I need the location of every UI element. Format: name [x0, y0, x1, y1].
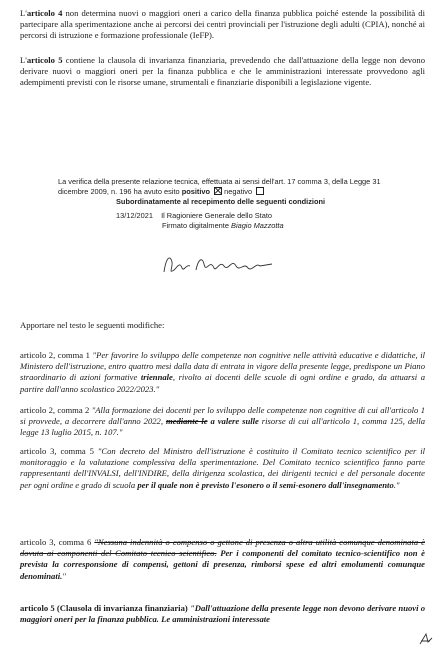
- m2-quote-end: risorse di cui all'articolo 1, comma 125, della legge 13 luglio 2015, n. 107.": [20, 416, 426, 438]
- m2-quote: "Alla formazione dei docenti per lo sviluppo delle competenze non cognitive di cui all'articolo 1 si provvede, a decorrere dall'anno 2022,: [20, 405, 425, 427]
- modification-art2-c2: [20, 405, 425, 439]
- m2-ref: articolo 2, comma 2: [20, 405, 92, 415]
- positivo-label: positivo: [181, 187, 211, 196]
- stamp-signed-label: Firmato digitalmente: [162, 221, 229, 230]
- intro-p1-text: non determina nuovi o maggiori oneri a carico della finanza pubblica poiché estende la possibilità di partecipare alla sperimentazione anche ai percorsi dei centri provinciali per l'istruzione degli adulti (CPIA), nonché ai percorsi di istruzione e formazione professionale (IeFP).: [20, 8, 425, 41]
- m3-quote-end: .": [393, 479, 400, 490]
- m2-bold: a valere sulle: [207, 416, 259, 427]
- modification-art2-c1: [20, 350, 425, 395]
- intro-paragraph-articolo-4: [20, 8, 425, 42]
- positivo-checkbox: [214, 187, 222, 195]
- stamp-signature-block: [116, 211, 438, 231]
- modifications-heading: Apportare nel testo le seguenti modifiche:: [20, 320, 165, 330]
- intro-p2-pre: L': [20, 55, 27, 65]
- m3-quote: "Con decreto del Ministro dell'istruzione è costituito il Comitato tecnico scientifico per il monitoraggio e la valutazione complessiva della sperimentazione. Del Comitato tecnico scientifico fanno parte rappresentanti dell'INVALSI, dell'INDIRE, della dirigenza scolastica, dei dirigenti tecnici e del personale docente per ogni ordine e grado di scuola: [20, 446, 425, 490]
- stamp-signed: [162, 221, 438, 231]
- intro-p2-text: contiene la clausola di invarianza finanziaria, prevedendo che dall'attuazione della legge non devono derivare nuovi o maggiori oneri per la finanza pubblica e che le amministrazioni interessate provvedono agli adempimenti previsti con le risorse umane, strumentali e finanziarie disponibili a legislazione vigente.: [20, 55, 425, 88]
- m2-strike: mediante le: [165, 416, 208, 427]
- m5-ref: articolo 5 (Clausola di invarianza finanziaria): [20, 603, 188, 613]
- verification-stamp: [58, 177, 438, 231]
- m3-ref: articolo 3, comma 5: [20, 446, 98, 456]
- stamp-role: Il Ragioniere Generale dello Stato: [161, 211, 272, 220]
- stamp-signer: Biagio Mazzotta: [231, 221, 284, 230]
- m4-quote-end: ": [62, 570, 66, 581]
- intro-p1-pre: L': [20, 8, 27, 18]
- stamp-condition: Subordinatamente al recepimento delle seguenti condizioni: [116, 197, 326, 206]
- negativo-checkbox: [256, 187, 264, 195]
- m1-quote-end: , rivolto ai docenti delle scuole di ogni ordine e grado, da attuarsi a partire dall'anno scolastico 2022/2023.": [20, 372, 425, 394]
- intro-p1-bold: articolo 4: [26, 8, 63, 18]
- handwritten-signature: [160, 250, 280, 280]
- m1-bold: triennale: [140, 372, 173, 383]
- m1-quote: "Per favorire lo sviluppo delle competenze non cognitive nelle attività educative e didattiche, il Ministero dell'istruzione, entro quattro mesi dalla data di entrata in vigore della presente legge, predispone un Piano straordinario di azioni formative: [20, 350, 425, 383]
- m1-ref: articolo 2, comma 1: [20, 350, 93, 360]
- stamp-outcome-label: dicembre 2009, n. 196 ha avuto esito: [58, 187, 180, 196]
- margin-initial-mark: [418, 632, 434, 646]
- stamp-line-1: La verifica della presente relazione tecnica, effettuata ai sensi dell'art. 17 comma 3, della Legge 31: [58, 177, 381, 186]
- intro-paragraph-articolo-5: [20, 55, 425, 89]
- negativo-label: negativo: [224, 187, 253, 196]
- modification-art3-c5: [20, 446, 425, 491]
- m4-ref: articolo 3, comma 6: [20, 537, 95, 547]
- stamp-date: 13/12/2021: [116, 211, 153, 220]
- m3-bold: per il quale non è previsto l'esonero o il semi-esonero dall'insegnamento: [137, 479, 394, 490]
- intro-p2-bold: articolo 5: [26, 55, 63, 65]
- stamp-line-2: [58, 187, 438, 197]
- modification-art5: [20, 603, 425, 625]
- m5-bold: "Dall'attuazione della presente legge non devono derivare nuovi o maggiori oneri per la finanza pubblica. Le amministrazioni interessate: [20, 603, 425, 625]
- modification-art3-c6: [20, 537, 425, 582]
- m4-strike: "Nessuna indennità o compenso o gettone di presenza o altra utilità comunque denominata è dovuta ai componenti del Comitato tecnico scientifico.: [20, 537, 425, 559]
- m4-bold: Per i componenti del comitato tecnico-scientifico non è prevista la corresponsione di compensi, gettoni di presenza, rimborsi spese ed altri emolumenti comunque denominati.: [20, 548, 425, 581]
